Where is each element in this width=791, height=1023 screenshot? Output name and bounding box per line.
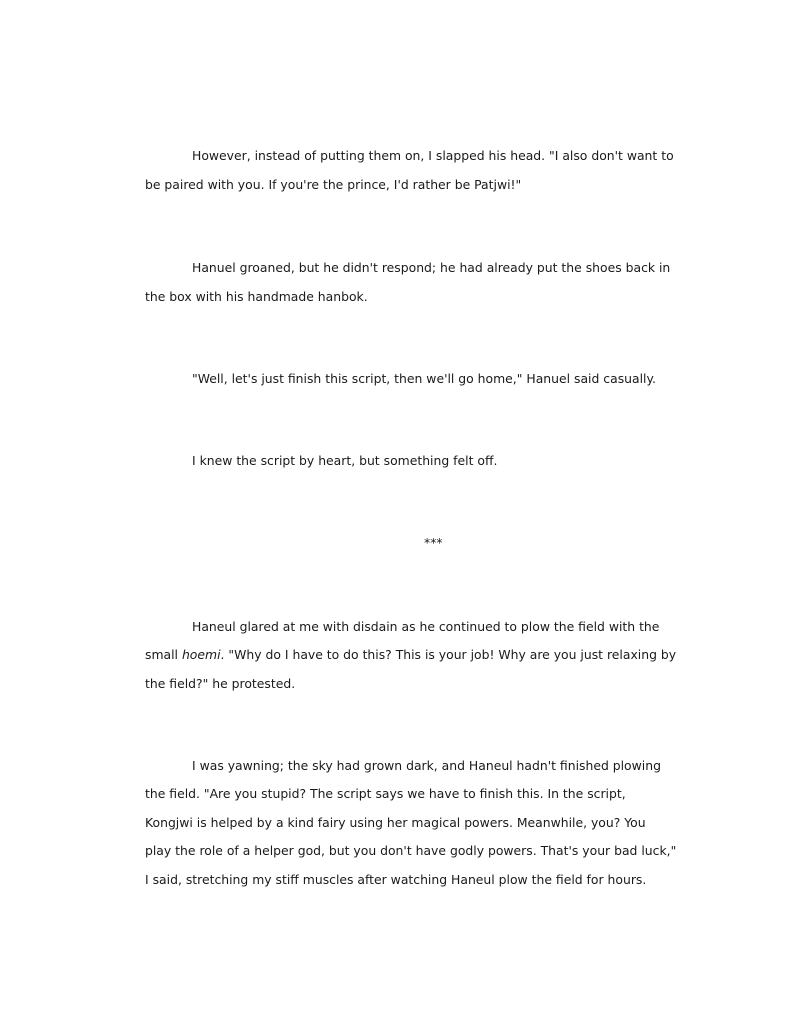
paragraph-6-line-4: play the role of a helper god, but you don't have godly powers. That's your bad luck,": [145, 843, 677, 858]
paragraph-5-line-3: the field?" he protested.: [145, 676, 296, 691]
paragraph-6-line-3: Kongjwi is helped by a kind fairy using her magical powers. Meanwhile, you? You: [145, 815, 646, 830]
paragraph-6-line-2: the field. "Are you stupid? The script says we have to finish this. In the script,: [145, 786, 626, 801]
paragraph-5-italic-word: hoemi: [181, 647, 221, 662]
paragraph-6-line-1: I was yawning; the sky had grown dark, and Haneul hadn't finished plowing: [192, 758, 661, 773]
paragraph-2-line-1: Hanuel groaned, but he didn't respond; he had already put the shoes back in: [192, 260, 671, 275]
scene-separator: ***: [424, 535, 443, 550]
paragraph-1-line-2: be paired with you. If you're the prince, I'd rather be Patjwi!": [145, 177, 522, 192]
paragraph-5-line-2-pre: small: [145, 647, 182, 662]
paragraph-3-line-1: "Well, let's just finish this script, then we'll go home," Hanuel said casually.: [192, 371, 656, 386]
paragraph-6-line-5: I said, stretching my stiff muscles after watching Haneul plow the field for hours.: [145, 872, 647, 887]
paragraph-2-line-2: the box with his handmade hanbok.: [145, 289, 368, 304]
paragraph-5-line-1: Haneul glared at me with disdain as he continued to plow the field with the: [192, 619, 660, 634]
paragraph-5-line-2-post: . "Why do I have to do this? This is your job! Why are you just relaxing by: [220, 647, 677, 662]
paragraph-1-line-1: However, instead of putting them on, I slapped his head. "I also don't want to: [192, 148, 674, 163]
paragraph-5-line-2: [145, 647, 676, 662]
paragraph-4-line-1: I knew the script by heart, but something felt off.: [192, 453, 498, 468]
